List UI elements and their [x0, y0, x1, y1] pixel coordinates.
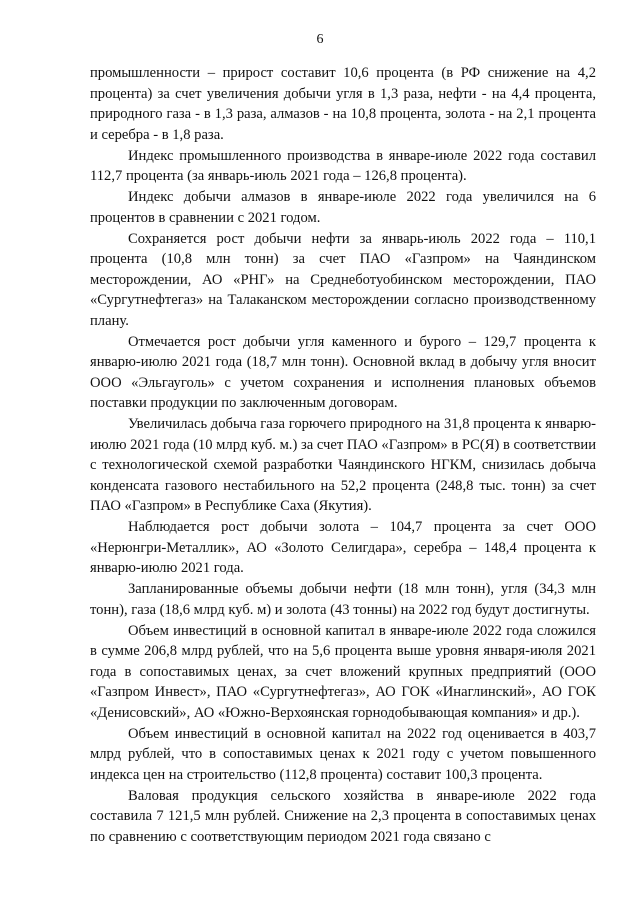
paragraph-investment-jan-jul: Объем инвестиций в основной капитал в январе-июле 2022 года сложился в сумме 206,8 млрд рублей, что на 5,6 процента выше уровня января-июля 2021 года в сопоставимых ценах, за счет вложений крупных предприятий (ООО «Газпром Инвест», ПАО «Сургутнефтегаз», АО ГОК «Инаглинский», АО ГОК «Денисовский», АО «Южно-Верхоянская горнодобывающая компания» и др.). — [90, 622, 596, 721]
paragraph-investment-forecast: Объем инвестиций в основной капитал на 2022 год оценивается в 403,7 млрд рублей, что в сопоставимых ценах к 2021 году с учетом повышенного индекса цен на строительство (112,8 процента) составит 100,3 процента. — [90, 725, 596, 783]
document-body — [90, 63, 596, 847]
paragraph-industrial-production-index: Индекс промышленного производства в январе-июле 2022 года составил 112,7 процента (за январь-июль 2021 года – 126,8 процента). — [90, 147, 596, 184]
paragraph-gold-silver-production: Наблюдается рост добычи золота – 104,7 процента за счет ООО «Нерюнгри-Металлик», АО «Золото Селигдара», серебра – 148,4 процента к январю-июлю 2021 года. — [90, 519, 596, 576]
paragraph-coal-production: Отмечается рост добычи угля каменного и бурого – 129,7 процента к январю-июлю 2021 года (18,7 млн тонн). Основной вклад в добычу угля вносит ООО «Эльгауголь» с учетом сохранения и исполнения плановых объемов поставки продукции по заключенным договорам. — [90, 333, 596, 411]
paragraph-planned-volumes: Запланированные объемы добычи нефти (18 млн тонн), угля (34,3 млн тонн), газа (18,6 млрд куб. м) и золота (43 тонны) на 2022 год будут достигнуты. — [90, 581, 596, 618]
paragraph-industry-growth: промышленности – прирост составит 10,6 процента (в РФ снижение на 4,2 процента) за счет увеличения добычи угля в 1,3 раза, нефти - на 4,4 процента, природного газа - в 1,3 раза, алмазов - на 10,8 процента, золота - на 2,1 процента и серебра - в 1,8 раза. — [90, 65, 596, 143]
paragraph-oil-production: Сохраняется рост добычи нефти за январь-июль 2022 года – 110,1 процента (10,8 млн тонн) за счет ПАО «Газпром» на Чаяндинском месторождении, АО «РНГ» на Среднеботуобинском месторождении, ПАО «Сургутнефтегаз» на Талаканском месторождении согласно производственному плану. — [90, 230, 596, 329]
paragraph-agriculture-output: Валовая продукция сельского хозяйства в январе-июле 2022 года составила 7 121,5 млн рублей. Снижение на 2,3 процента в сопоставимых ценах по сравнению с соответствующим периодом 2021 года связано с — [90, 787, 596, 845]
paragraph-gas-production: Увеличилась добыча газа горючего природного на 31,8 процента к январю-июлю 2021 года (10 млрд куб. м.) за счет ПАО «Газпром» в РС(Я) в соответствии с технологической схемой разработки Чаяндинского НГКМ, снизилась добыча конденсата газового нестабильного на 52,2 процента (248,8 тыс. тонн) за счет ПАО «Газпром» в Республике Саха (Якутия). — [90, 416, 597, 514]
page-number: 6 — [316, 32, 324, 47]
paragraph-diamond-mining-index: Индекс добычи алмазов в январе-июле 2022 года увеличился на 6 процентов в сравнении с 2021 годом. — [90, 189, 596, 226]
